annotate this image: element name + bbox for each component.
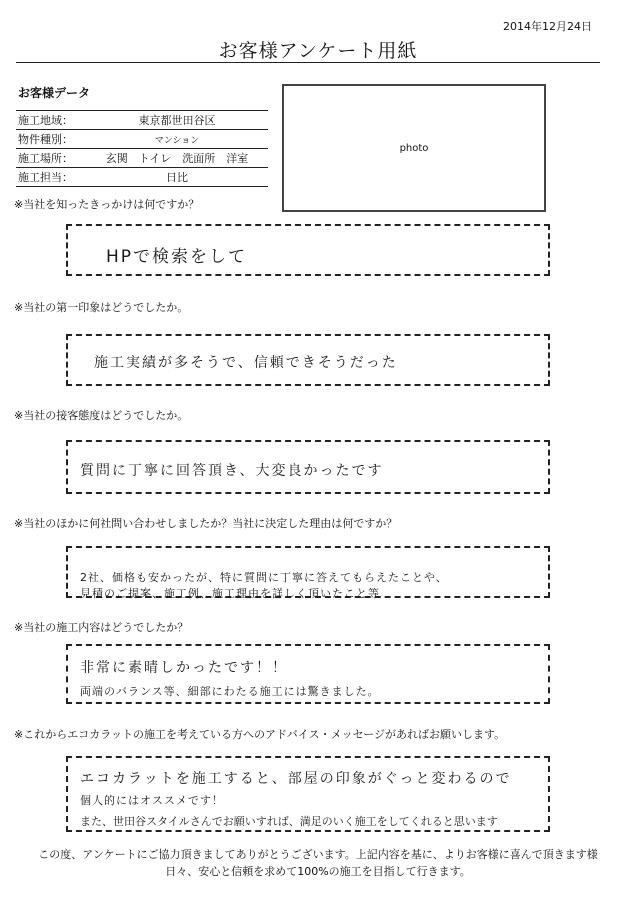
closing-line-1: この度、アンケートにご協力頂きましてありがとうございます。上記内容を基に、よりお客様に喜んで頂きます様	[38, 848, 598, 861]
info-row-property-type	[16, 130, 268, 149]
question-6: ※これからエコカラットの施工を考えている方へのアドバイス・メッセージがあればお願いします。	[14, 728, 506, 741]
customer-data-heading: お客様データ	[18, 86, 91, 100]
closing-message	[0, 846, 636, 880]
info-label: 施工場所：	[18, 152, 73, 165]
answer-line: 2社、価格も安かったが、特に質問に丁寧に答えてもらえたことや、	[80, 571, 448, 584]
answer-line: 見積のご提案、施工例、施工理由を詳しく頂いたこと等	[80, 587, 380, 600]
answer-line: 両端のバランス等、細部にわたる施工には驚きました。	[80, 685, 380, 698]
info-row-location	[16, 149, 268, 168]
info-row-staff	[16, 168, 268, 187]
answer-line: HPで検索をして	[106, 247, 248, 267]
answer-line: 個人的にはオススメです！	[80, 794, 224, 807]
info-value: 玄関 トイレ 洗面所 洋室	[105, 152, 249, 165]
answer-box-2	[66, 334, 550, 386]
survey-date: 2014年12月24日	[503, 20, 592, 33]
answer-line: エコカラットを施工すると、部屋の印象がぐっと変わるので	[80, 771, 512, 787]
info-row-area	[16, 111, 268, 130]
answer-line: 質問に丁寧に回答頂き、大変良かったです	[80, 463, 384, 479]
question-1: ※当社を知ったきっかけは何ですか？	[14, 198, 200, 211]
photo-label: photo	[399, 142, 429, 154]
info-label: 物件種別：	[18, 133, 73, 146]
info-value: 日比	[166, 171, 188, 184]
answer-box-5	[66, 644, 550, 704]
info-label: 施工担当：	[18, 171, 73, 184]
question-5: ※当社の施工内容はどうでしたか？	[14, 621, 189, 634]
answer-box-4	[66, 546, 550, 598]
question-2: ※当社の第一印象はどうでしたか。	[14, 301, 189, 314]
question-4: ※当社のほかに何社問い合わせしましたか？当社に決定した理由は何ですか？	[14, 517, 398, 530]
answer-line: 非常に素晴しかったです！！	[80, 660, 288, 676]
page-title: お客様アンケート用紙	[218, 40, 418, 62]
title-underline	[16, 62, 600, 63]
answer-box-6	[66, 756, 550, 832]
answer-box-1	[66, 224, 550, 276]
info-value: マンション	[154, 135, 200, 146]
answer-line: また、世田谷スタイルさんでお願いすれば、満足のいく施工をしてくれると思います	[80, 815, 498, 828]
answer-box-3	[66, 440, 550, 494]
question-3: ※当社の接客態度はどうでしたか。	[14, 409, 189, 422]
closing-line-2: 日々、安心と信頼を求めて100%の施工を目指して行きます。	[165, 865, 471, 878]
answer-line: 施工実績が多そうで、信頼できそうだった	[94, 355, 398, 371]
info-label: 施工地域：	[18, 114, 73, 127]
photo-placeholder	[282, 84, 546, 212]
info-value: 東京都世田谷区	[138, 114, 216, 127]
customer-data-table	[16, 110, 268, 187]
